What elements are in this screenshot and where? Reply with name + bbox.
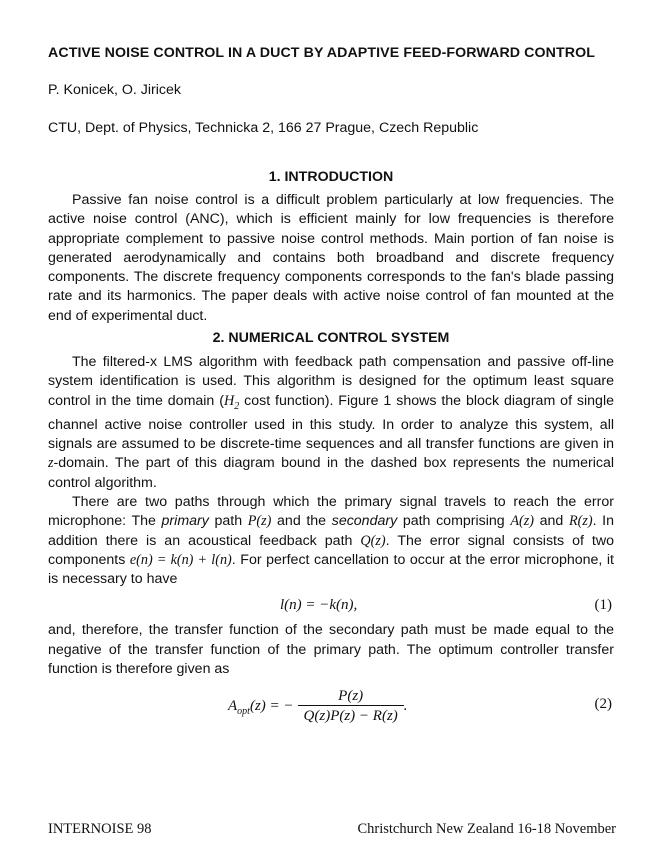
equation-1 — [48, 595, 614, 619]
equation-2 — [48, 683, 614, 737]
equation-2-body: $A_{opt}(z)$ = − $\frac{P(z)}{Q(z)P(z) - R(z)}$ . — [228, 688, 408, 725]
equation-2-fraction: $\frac{P(z)}{Q(z)P(z) - R(z)}$ — [298, 687, 404, 726]
intro-paragraph: Passive fan noise control is a difficult problem particularly at low frequencies. The active noise control (ANC), which is efficient mainly for low frequencies is therefore appropriate complement to passive noise control methods. Main portion of fan noise is generated aerodynamically and contains both broadband and discrete frequency components. The discrete frequency components corresponds to the fan's blade passing rate and its harmonics. The paper deals with active noise control of fan mounted at the end of experimental duct. — [48, 192, 614, 324]
equation-2-number: (2) — [594, 696, 612, 713]
authors: P. Konicek, O. Jiricek — [48, 82, 181, 98]
footer-conference: INTERNOISE 98 — [48, 821, 152, 837]
numerical-paragraph-2: There are two paths through which the primary signal travels to reach the error microphone: The primary path P(z) and the secondary path comprising A(z) and R(z). In addition there is an acoustical feedback path Q(z). The error signal consists of two components e(n) = k(n) + l(n). For perfect cancellation to occur at the error microphone, it is necessary to have — [48, 493, 615, 588]
numerical-paragraph-3: and, therefore, the transfer function of the secondary path must be made equal to the negative of the transfer function of the primary path. The optimum controller transfer function is therefore given as — [48, 622, 614, 678]
section-heading-numerical-control: 2. NUMERICAL CONTROL SYSTEM — [212, 330, 450, 347]
affiliation: CTU, Dept. of Physics, Technicka 2, 166 27 Prague, Czech Republic — [48, 120, 479, 136]
section-heading-introduction: 1. INTRODUCTION — [268, 169, 394, 185]
paper-title: ACTIVE NOISE CONTROL IN A DUCT BY ADAPTIVE FEED-FORWARD CONTROL — [48, 45, 596, 61]
paper-page — [48, 44, 614, 737]
footer-location-date: Christchurch New Zealand 16-18 November — [357, 821, 616, 837]
numerical-paragraph-1: The filtered-x LMS algorithm with feedback path compensation and passive off-line system identification is used. This algorithm is designed for the optimum least square control in the time domain ($H_2$ cost function). Figure 1 shows the block diagram of single channel active noise controller used in this study. In order to analyze this system, all signals are assumed to be discrete-time sequences and all transfer functions are given in z-domain. The part of this diagram bound in the dashed box represents the numerical control algorithm. — [48, 354, 614, 491]
equation-1-body: l(n) = −k(n), — [280, 597, 358, 614]
equation-1-number: (1) — [594, 597, 612, 614]
